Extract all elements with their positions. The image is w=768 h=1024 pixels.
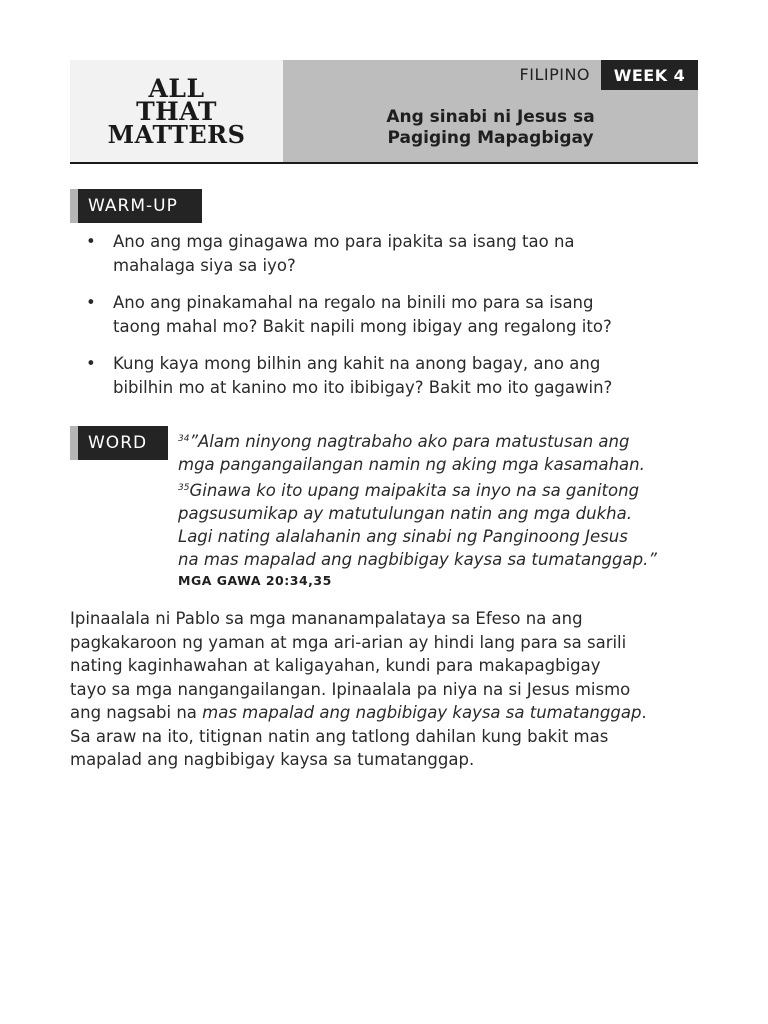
section-tag-accent (70, 189, 78, 223)
week-badge: WEEK 4 (601, 60, 698, 90)
question-line: taong mahal mo? Bakit napili mong ibigay ang regalong ito? (113, 317, 612, 336)
verse-number: 35 (178, 482, 190, 493)
body-line: nating kaginhawahan at kaligayahan, kundi para makapagbigay (70, 656, 601, 675)
logo-line-3: MATTERS (107, 119, 246, 149)
body-line: tayo sa mga nangangailangan. Ipinaalala pa niya na si Jesus mismo (70, 679, 631, 699)
question-line: • Ano ang pinakamahal na regalo na binili mo para sa isang (113, 293, 594, 312)
question-item (84, 291, 684, 339)
body-paragraph (70, 607, 702, 772)
language-label: FILIPINO (519, 65, 590, 84)
scripture-reference: MGA GAWA 20:34,35 (178, 573, 332, 588)
logo-line-2: THAT (136, 96, 217, 126)
body-line: ang nagsabi na mas mapalad ang nagbibigay kaysa sa tumatanggap. (70, 703, 647, 722)
question-item (84, 352, 684, 400)
verse-line: mga pangangailangan namin ng aking mga kasamahan. (178, 455, 645, 475)
body-line: mapalad ang nagbibigay kaysa sa tumatanggap. (70, 750, 475, 769)
verse-line: $^{35}$Ginawa ko ito upang maipakita sa inyo na sa ganitong (178, 480, 640, 500)
body-line: Ipinaalala ni Pablo sa mga mananampalataya sa Efeso na ang (70, 609, 583, 628)
question-line: • Ano ang mga ginagawa mo para ipakita sa isang tao na (113, 232, 575, 251)
header-divider (70, 162, 698, 164)
scripture-passage (178, 428, 708, 572)
question-line: bibilhin mo at kanino mo ito ibibigay? Bakit mo ito gagawin? (113, 378, 613, 397)
verse-line: $^{34}$”Alam ninyong nagtrabaho ako para matustusan ang (178, 432, 630, 451)
word-label: WORD (78, 426, 168, 460)
verse-line: pagsusumikap ay matutulungan natin ang mga dukha. (178, 503, 632, 523)
word-section-tag (70, 426, 168, 460)
warmup-section-tag (70, 189, 202, 223)
verse-number: 34 (178, 434, 190, 444)
question-line: • Kung kaya mong bilhin ang kahit na anong bagay, ano ang (113, 354, 601, 373)
verse-line: na mas mapalad ang nagbibigay kaysa sa tumatanggap.” (178, 550, 657, 570)
body-line: Sa araw na ito, titignan natin ang tatlong dahilan kung bakit mas (70, 726, 609, 746)
lesson-title-panel (283, 60, 698, 162)
warmup-questions (84, 230, 684, 413)
logo-line-1: ALL (148, 73, 205, 103)
verse-line: Lagi nating alalahanin ang sinabi ng Panginoong Jesus (178, 527, 628, 547)
lesson-title-line-2: Pagiging Mapagbigay (387, 128, 594, 148)
question-item (84, 230, 684, 278)
question-line: mahalaga siya sa iyo? (113, 256, 296, 275)
warmup-label: WARM-UP (78, 189, 202, 223)
body-line: pagkakaroon ng yaman at mga ari-arian ay hindi lang para sa sarili (70, 632, 627, 652)
lesson-title-line-1: Ang sinabi ni Jesus sa (386, 107, 595, 127)
page-header (70, 60, 698, 162)
lesson-title (283, 107, 698, 149)
all-that-matters-logo (70, 60, 283, 162)
emphasized-quote: mas mapalad ang nagbibigay kaysa sa tumatanggap (202, 703, 642, 722)
section-tag-accent (70, 426, 78, 460)
